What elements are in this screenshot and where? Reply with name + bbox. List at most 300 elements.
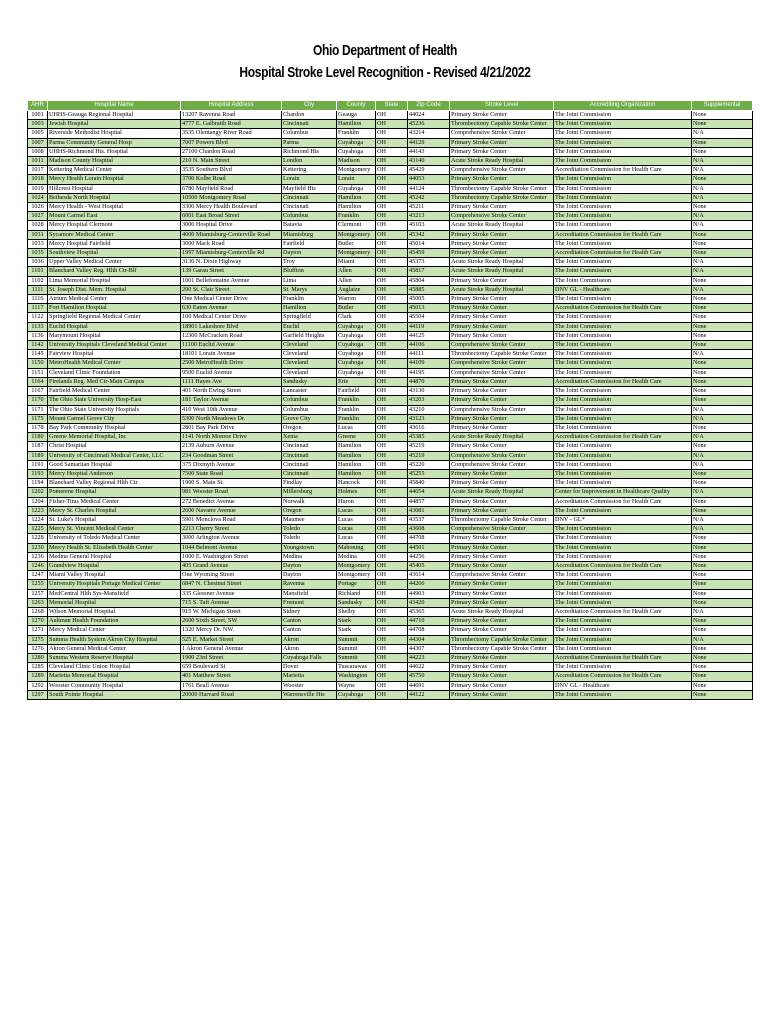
cell-state: OH — [376, 138, 408, 147]
cell-ahr: 1204 — [28, 497, 48, 506]
cell-county: Franklin — [337, 212, 376, 221]
cell-hospital-address: 7007 Powers Blvd — [181, 138, 282, 147]
cell-county: Stark — [337, 626, 376, 635]
column-header-supplemental: Supplemental — [692, 101, 753, 111]
cell-county: Cuyahoga — [337, 368, 376, 377]
cell-city: Cincinnati — [282, 442, 337, 451]
cell-ahr: 1191 — [28, 460, 48, 469]
cell-state: OH — [376, 672, 408, 681]
cell-ahr: 1031 — [28, 230, 48, 239]
cell-supplemental: None — [692, 589, 753, 598]
cell-zip-code: 44307 — [408, 644, 450, 653]
cell-hospital-name: Bay Park Community Hospital — [48, 423, 181, 432]
cell-state: OH — [376, 626, 408, 635]
cell-city: Warrensville Hts — [282, 690, 337, 699]
cell-state: OH — [376, 111, 408, 120]
cell-ahr: 1026 — [28, 203, 48, 212]
cell-hospital-name: Mercy Health - West Hospital — [48, 203, 181, 212]
cell-zip-code: 44109 — [408, 359, 450, 368]
cell-stroke-level: Thrombectomy Capable Stroke Center — [450, 635, 554, 644]
cell-ahr: 1111 — [28, 285, 48, 294]
cell-accrediting-organization: Accreditation Commission for Health Care — [554, 672, 692, 681]
cell-hospital-name: Springfield Regional Medical Center — [48, 313, 181, 322]
cell-accrediting-organization: The Joint Commission — [554, 414, 692, 423]
cell-hospital-name: Riverside Methodist Hospital — [48, 129, 181, 138]
cell-county: Holmes — [337, 488, 376, 497]
cell-supplemental: N/A — [692, 157, 753, 166]
cell-hospital-address: 1320 Mercy Dr. NW. — [181, 626, 282, 635]
column-header-hospital-address: Hospital Address — [181, 101, 282, 111]
cell-supplemental: None — [692, 331, 753, 340]
cell-county: Clark — [337, 313, 376, 322]
cell-ahr: 1263 — [28, 598, 48, 607]
cell-hospital-address: 13207 Ravenna Road — [181, 111, 282, 120]
cell-supplemental: None — [692, 304, 753, 313]
cell-city: Wooster — [282, 681, 337, 690]
table-row — [28, 690, 753, 699]
table-row — [28, 506, 753, 515]
table-header-row — [28, 101, 753, 111]
column-header-county: County — [337, 101, 376, 111]
cell-hospital-address: 139 Garau Street — [181, 267, 282, 276]
cell-stroke-level: Comprehensive Stroke Center — [450, 129, 554, 138]
cell-hospital-address: One Medical Center Drive — [181, 295, 282, 304]
cell-accrediting-organization: The Joint Commission — [554, 663, 692, 672]
table-row — [28, 635, 753, 644]
cell-hospital-address: 4777 E. Galbraith Road — [181, 120, 282, 129]
table-row — [28, 120, 753, 129]
table-row — [28, 249, 753, 258]
cell-zip-code: 44024 — [408, 111, 450, 120]
cell-county: Hamilton — [337, 469, 376, 478]
cell-supplemental: None — [692, 598, 753, 607]
cell-county: Auglaize — [337, 285, 376, 294]
cell-stroke-level: Primary Stroke Center — [450, 111, 554, 120]
cell-hospital-name: Atrium Medical Center — [48, 295, 181, 304]
cell-state: OH — [376, 405, 408, 414]
cell-stroke-level: Primary Stroke Center — [450, 543, 554, 552]
cell-zip-code: 44111 — [408, 350, 450, 359]
cell-supplemental: N/A — [692, 212, 753, 221]
cell-supplemental: None — [692, 341, 753, 350]
cell-state: OH — [376, 414, 408, 423]
cell-accrediting-organization: Accreditation Commission for Health Care — [554, 249, 692, 258]
cell-hospital-name: Aultman Health Foundation — [48, 617, 181, 626]
cell-zip-code: 44622 — [408, 663, 450, 672]
table-row — [28, 359, 753, 368]
cell-ahr: 1225 — [28, 525, 48, 534]
cell-ahr: 1017 — [28, 166, 48, 175]
cell-state: OH — [376, 561, 408, 570]
cell-zip-code: 43608 — [408, 525, 450, 534]
table-row — [28, 138, 753, 147]
cell-stroke-level: Primary Stroke Center — [450, 377, 554, 386]
cell-hospital-address: 18901 Lakeshore Blvd — [181, 322, 282, 331]
cell-hospital-address: 7500 State Road — [181, 469, 282, 478]
cell-supplemental: N/A — [692, 525, 753, 534]
cell-stroke-level: Thrombectomy Capable Stroke Center — [450, 184, 554, 193]
cell-accrediting-organization: The Joint Commission — [554, 331, 692, 340]
cell-county: Hamilton — [337, 120, 376, 129]
cell-zip-code: 44857 — [408, 497, 450, 506]
cell-ahr: 1228 — [28, 534, 48, 543]
table-row — [28, 212, 753, 221]
cell-accrediting-organization: The Joint Commission — [554, 442, 692, 451]
table-row — [28, 515, 753, 524]
cell-county: Lucas — [337, 534, 376, 543]
cell-stroke-level: Primary Stroke Center — [450, 534, 554, 543]
cell-zip-code: 45373 — [408, 258, 450, 267]
cell-stroke-level: Primary Stroke Center — [450, 469, 554, 478]
cell-city: Canton — [282, 626, 337, 635]
cell-county: Summit — [337, 635, 376, 644]
cell-city: Euclid — [282, 322, 337, 331]
cell-stroke-level: Comprehensive Stroke Center — [450, 359, 554, 368]
cell-accrediting-organization: The Joint Commission — [554, 460, 692, 469]
cell-city: Fairfield — [282, 239, 337, 248]
cell-state: OH — [376, 497, 408, 506]
cell-ahr: 1189 — [28, 451, 48, 460]
cell-state: OH — [376, 258, 408, 267]
cell-hospital-address: 405 Grand Avenue — [181, 561, 282, 570]
cell-zip-code: 44053 — [408, 175, 450, 184]
table-row — [28, 571, 753, 580]
cell-supplemental: None — [692, 313, 753, 322]
cell-state: OH — [376, 322, 408, 331]
cell-zip-code: 43616 — [408, 423, 450, 432]
cell-hospital-name: Mercy St. Vincent Medical Center — [48, 525, 181, 534]
cell-stroke-level: Primary Stroke Center — [450, 322, 554, 331]
cell-supplemental: None — [692, 543, 753, 552]
cell-hospital-address: 3000 Hospital Drive — [181, 221, 282, 230]
cell-stroke-level: Primary Stroke Center — [450, 497, 554, 506]
cell-county: Cuyahoga — [337, 341, 376, 350]
cell-hospital-address: 6001 East Broad Street — [181, 212, 282, 221]
cell-city: Maumee — [282, 515, 337, 524]
cell-stroke-level: Primary Stroke Center — [450, 313, 554, 322]
cell-supplemental: None — [692, 442, 753, 451]
cell-hospital-name: Firelands Reg. Med Ctr-Main Campus — [48, 377, 181, 386]
cell-hospital-name: Fisher-Titus Medical Center — [48, 497, 181, 506]
cell-county: Cuyahoga — [337, 138, 376, 147]
cell-zip-code: 44708 — [408, 534, 450, 543]
cell-county: Erie — [337, 377, 376, 386]
cell-county: Lucas — [337, 506, 376, 515]
cell-hospital-name: Wooster Community Hospital — [48, 681, 181, 690]
cell-zip-code: 43203 — [408, 396, 450, 405]
cell-hospital-address: 10500 Montgomery Road — [181, 193, 282, 202]
cell-supplemental: None — [692, 203, 753, 212]
cell-supplemental: N/A — [692, 350, 753, 359]
cell-supplemental: None — [692, 295, 753, 304]
cell-zip-code: 43614 — [408, 571, 450, 580]
cell-city: Canton — [282, 617, 337, 626]
column-header-ahr: AHR — [28, 101, 48, 111]
cell-hospital-address: 2600 Sixth Street, SW — [181, 617, 282, 626]
cell-accrediting-organization: The Joint Commission — [554, 120, 692, 129]
cell-city: Troy — [282, 258, 337, 267]
cell-city: Cincinnati — [282, 203, 337, 212]
cell-ahr: 1033 — [28, 239, 48, 248]
cell-accrediting-organization: Accreditation Commission for Health Care — [554, 653, 692, 662]
table-row — [28, 405, 753, 414]
cell-city: Parma — [282, 138, 337, 147]
cell-ahr: 1018 — [28, 175, 48, 184]
cell-city: Xenia — [282, 433, 337, 442]
cell-accrediting-organization: The Joint Commission — [554, 580, 692, 589]
table-row — [28, 129, 753, 138]
cell-accrediting-organization: The Joint Commission — [554, 451, 692, 460]
cell-supplemental: None — [692, 377, 753, 386]
cell-hospital-address: 9500 Euclid Avenue — [181, 368, 282, 377]
cell-accrediting-organization: DNV - GL* — [554, 515, 692, 524]
cell-hospital-name: Summa Western Reserve Hospital — [48, 653, 181, 662]
table-row — [28, 267, 753, 276]
cell-city: London — [282, 157, 337, 166]
cell-stroke-level: Primary Stroke Center — [450, 423, 554, 432]
cell-hospital-address: 375 Dixmyth Avenue — [181, 460, 282, 469]
cell-hospital-address: 11100 Euclid Avenue — [181, 341, 282, 350]
cell-hospital-name: Akron General Medical Center — [48, 644, 181, 653]
cell-zip-code: 45219 — [408, 451, 450, 460]
cell-state: OH — [376, 571, 408, 580]
cell-hospital-address: 12300 McCracken Road — [181, 331, 282, 340]
cell-zip-code: 44143 — [408, 147, 450, 156]
cell-supplemental: N/A — [692, 193, 753, 202]
cell-county: Montgomery — [337, 571, 376, 580]
cell-county: Wayne — [337, 681, 376, 690]
cell-hospital-name: Euclid Hospital — [48, 322, 181, 331]
cell-accrediting-organization: Accreditation Commission for Health Care — [554, 230, 692, 239]
cell-city: Findlay — [282, 479, 337, 488]
cell-city: Norwalk — [282, 497, 337, 506]
cell-city: Garfield Heights — [282, 331, 337, 340]
cell-hospital-name: Mercy Hospital Clermont — [48, 221, 181, 230]
cell-accrediting-organization: The Joint Commission — [554, 129, 692, 138]
cell-hospital-name: Medina General Hospital — [48, 552, 181, 561]
cell-zip-code: 45459 — [408, 249, 450, 258]
cell-state: OH — [376, 129, 408, 138]
cell-hospital-address: 2213 Cherry Street — [181, 525, 282, 534]
cell-hospital-name: Memorial Hospital — [48, 598, 181, 607]
cell-zip-code: 45220 — [408, 460, 450, 469]
table-row — [28, 341, 753, 350]
cell-hospital-name: University Hospitals Cleveland Medical Center — [48, 341, 181, 350]
cell-stroke-level: Primary Stroke Center — [450, 552, 554, 561]
cell-ahr: 1142 — [28, 341, 48, 350]
cell-accrediting-organization: DNV GL - Healthcare — [554, 681, 692, 690]
cell-hospital-address: 2600 Navarre Avenue — [181, 506, 282, 515]
cell-accrediting-organization: The Joint Commission — [554, 423, 692, 432]
cell-stroke-level: Primary Stroke Center — [450, 175, 554, 184]
cell-supplemental: None — [692, 506, 753, 515]
cell-ahr: 1230 — [28, 543, 48, 552]
column-header-city: City — [282, 101, 337, 111]
cell-state: OH — [376, 267, 408, 276]
cell-ahr: 1008 — [28, 147, 48, 156]
cell-city: Franklin — [282, 295, 337, 304]
cell-ahr: 1007 — [28, 138, 48, 147]
cell-zip-code: 45750 — [408, 672, 450, 681]
cell-ahr: 1257 — [28, 589, 48, 598]
cell-hospital-address: 1044 Belmont Avenue — [181, 543, 282, 552]
cell-hospital-name: Cleveland Clinic Foundation — [48, 368, 181, 377]
cell-city: Cincinnati — [282, 469, 337, 478]
cell-city: Columbus — [282, 212, 337, 221]
cell-zip-code: 45013 — [408, 304, 450, 313]
cell-zip-code: 45236 — [408, 120, 450, 129]
cell-hospital-name: UHHS-Richmond Hts. Hospital — [48, 147, 181, 156]
table-row — [28, 331, 753, 340]
cell-zip-code: 45255 — [408, 469, 450, 478]
cell-hospital-address: 3700 Kolbe Road — [181, 175, 282, 184]
cell-accrediting-organization: The Joint Commission — [554, 276, 692, 285]
cell-hospital-address: 659 Boulevard St — [181, 663, 282, 672]
cell-accrediting-organization: The Joint Commission — [554, 469, 692, 478]
cell-supplemental: None — [692, 497, 753, 506]
cell-city: Cincinnati — [282, 460, 337, 469]
cell-hospital-name: Marymount Hospital — [48, 331, 181, 340]
cell-ahr: 1036 — [28, 258, 48, 267]
cell-supplemental: None — [692, 672, 753, 681]
cell-accrediting-organization: The Joint Commission — [554, 313, 692, 322]
cell-supplemental: None — [692, 626, 753, 635]
cell-hospital-name: UHHS-Geauga Regional Hospital — [48, 111, 181, 120]
cell-city: Grove City — [282, 414, 337, 423]
cell-zip-code: 44266 — [408, 580, 450, 589]
cell-state: OH — [376, 230, 408, 239]
cell-county: Hamilton — [337, 451, 376, 460]
cell-supplemental: N/A — [692, 414, 753, 423]
cell-zip-code: 44195 — [408, 368, 450, 377]
cell-state: OH — [376, 617, 408, 626]
cell-city: Dayton — [282, 561, 337, 570]
cell-stroke-level: Primary Stroke Center — [450, 203, 554, 212]
cell-stroke-level: Primary Stroke Center — [450, 663, 554, 672]
cell-zip-code: 43213 — [408, 212, 450, 221]
cell-hospital-address: 915 W. Michigan Street — [181, 607, 282, 616]
cell-supplemental: N/A — [692, 635, 753, 644]
cell-county: Fairfield — [337, 387, 376, 396]
cell-supplemental: N/A — [692, 607, 753, 616]
cell-county: Huron — [337, 497, 376, 506]
cell-stroke-level: Comprehensive Stroke Center — [450, 525, 554, 534]
table-row — [28, 203, 753, 212]
cell-county: Mahoning — [337, 543, 376, 552]
table-row — [28, 304, 753, 313]
cell-stroke-level: Primary Stroke Center — [450, 304, 554, 313]
cell-supplemental: None — [692, 681, 753, 690]
cell-hospital-name: St. Luke's Hospital — [48, 515, 181, 524]
cell-ahr: 1151 — [28, 368, 48, 377]
cell-hospital-name: Hillcrest Hospital — [48, 184, 181, 193]
cell-stroke-level: Acute Stroke Ready Hospital — [450, 607, 554, 616]
cell-hospital-name: Upper Valley Medical Center — [48, 258, 181, 267]
cell-county: Geauga — [337, 111, 376, 120]
column-header-state: State — [376, 101, 408, 111]
cell-ahr: 1276 — [28, 644, 48, 653]
cell-stroke-level: Primary Stroke Center — [450, 506, 554, 515]
cell-stroke-level: Primary Stroke Center — [450, 230, 554, 239]
cell-supplemental: N/A — [692, 460, 753, 469]
cell-zip-code: 45005 — [408, 295, 450, 304]
cell-county: Lorain — [337, 175, 376, 184]
cell-city: Bluffton — [282, 267, 337, 276]
cell-stroke-level: Comprehensive Stroke Center — [450, 368, 554, 377]
cell-zip-code: 45242 — [408, 193, 450, 202]
cell-county: Allen — [337, 276, 376, 285]
cell-supplemental: None — [692, 387, 753, 396]
cell-ahr: 1271 — [28, 626, 48, 635]
cell-hospital-address: 6780 Mayfield Road — [181, 184, 282, 193]
cell-hospital-name: Mercy Health St. Elizabeth Health Center — [48, 543, 181, 552]
cell-city: Richmond Hts — [282, 147, 337, 156]
cell-zip-code: 45211 — [408, 203, 450, 212]
cell-city: Oregon — [282, 506, 337, 515]
table-row — [28, 285, 753, 294]
table-row — [28, 377, 753, 386]
cell-accrediting-organization: The Joint Commission — [554, 138, 692, 147]
cell-state: OH — [376, 534, 408, 543]
cell-hospital-name: Madison County Hospital — [48, 157, 181, 166]
cell-stroke-level: Primary Stroke Center — [450, 598, 554, 607]
cell-state: OH — [376, 359, 408, 368]
cell-accrediting-organization: The Joint Commission — [554, 221, 692, 230]
cell-state: OH — [376, 451, 408, 460]
cell-zip-code: 44501 — [408, 543, 450, 552]
cell-hospital-name: Fairfield Medical Center — [48, 387, 181, 396]
cell-stroke-level: Comprehensive Stroke Center — [450, 460, 554, 469]
cell-state: OH — [376, 285, 408, 294]
cell-state: OH — [376, 607, 408, 616]
cell-zip-code: 44119 — [408, 322, 450, 331]
column-header-hospital-name: Hospital Name — [48, 101, 181, 111]
cell-county: Summit — [337, 653, 376, 662]
cell-accrediting-organization: The Joint Commission — [554, 589, 692, 598]
cell-accrediting-organization: The Joint Commission — [554, 212, 692, 221]
cell-city: Chardon — [282, 111, 337, 120]
table-row — [28, 313, 753, 322]
cell-state: OH — [376, 166, 408, 175]
cell-city: Lancaster — [282, 387, 337, 396]
cell-stroke-level: Primary Stroke Center — [450, 276, 554, 285]
cell-accrediting-organization: The Joint Commission — [554, 543, 692, 552]
cell-zip-code: 45817 — [408, 267, 450, 276]
cell-hospital-name: Marietta Memorial Hospital — [48, 672, 181, 681]
cell-supplemental: None — [692, 276, 753, 285]
cell-supplemental: None — [692, 561, 753, 570]
cell-state: OH — [376, 488, 408, 497]
cell-stroke-level: Thrombectomy Capable Stroke Center — [450, 193, 554, 202]
cell-state: OH — [376, 589, 408, 598]
cell-accrediting-organization: The Joint Commission — [554, 479, 692, 488]
cell-county: Madison — [337, 157, 376, 166]
cell-state: OH — [376, 479, 408, 488]
cell-zip-code: 45429 — [408, 166, 450, 175]
cell-hospital-name: Mercy Health Lorain Hospital — [48, 175, 181, 184]
cell-ahr: 1236 — [28, 552, 48, 561]
cell-accrediting-organization: The Joint Commission — [554, 111, 692, 120]
cell-hospital-address: 1 Akron General Avenue — [181, 644, 282, 653]
cell-accrediting-organization: The Joint Commission — [554, 350, 692, 359]
cell-stroke-level: Thrombectomy Capable Stroke Center — [450, 350, 554, 359]
cell-state: OH — [376, 525, 408, 534]
column-header-stroke-level: Stroke Level — [450, 101, 554, 111]
cell-hospital-name: Mercy Hospital Anderson — [48, 469, 181, 478]
cell-ahr: 1136 — [28, 331, 48, 340]
cell-ahr: 1246 — [28, 561, 48, 570]
cell-hospital-address: 2139 Auburn Avenue — [181, 442, 282, 451]
